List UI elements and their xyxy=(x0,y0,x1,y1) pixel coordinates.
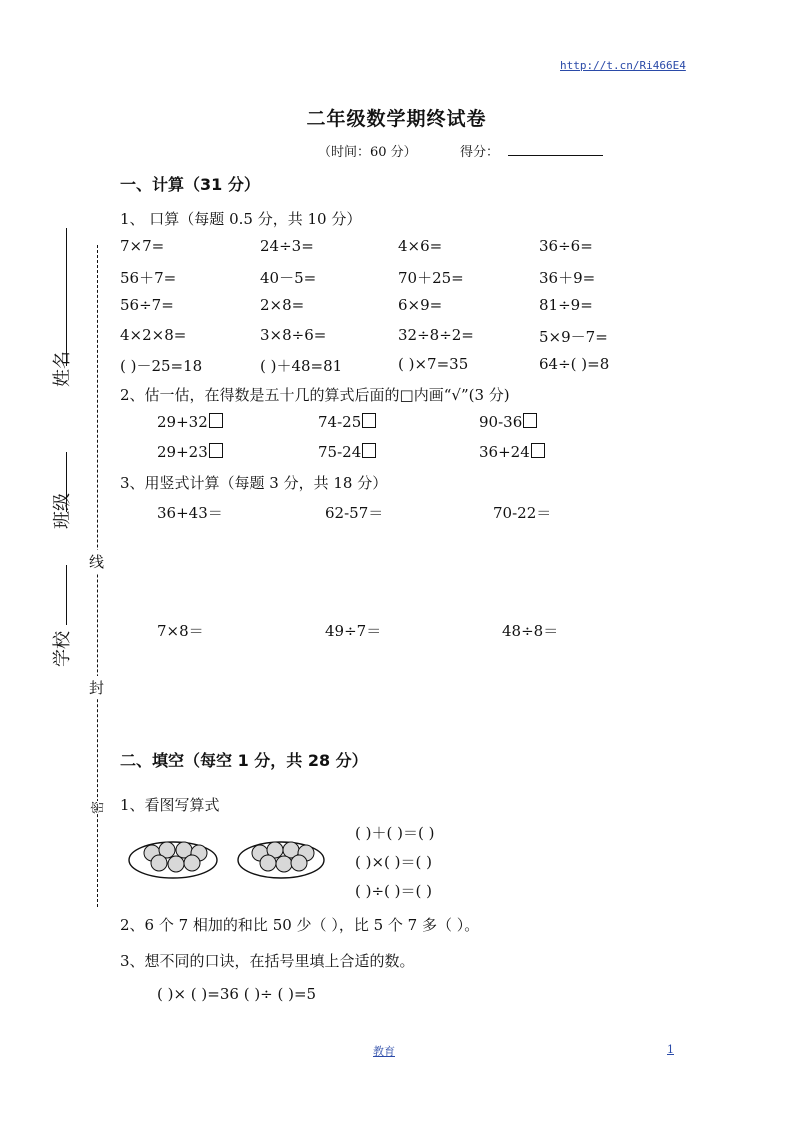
secret-label: 密 xyxy=(85,801,108,814)
mental-math-item: ( )－25=18 xyxy=(120,357,203,375)
section1-title: 一、计算（31 分） xyxy=(120,175,260,194)
vertical-calc-item: 48÷8＝ xyxy=(502,622,559,640)
s2-q2: 2、6 个 7 相加的和比 50 少（ ），比 5 个 7 多（ ）。 xyxy=(120,916,480,934)
q2-title: 2、估一估，在得数是五十几的算式后面的□内画“√”(3 分) xyxy=(120,386,510,404)
estimate-item xyxy=(479,413,537,431)
score-blank[interactable] xyxy=(508,155,603,156)
picture-equation: ( )＋( )＝( ) xyxy=(355,824,435,842)
s2-q3-blanks: ( )× ( )=36 ( )÷ ( )=5 xyxy=(157,985,317,1003)
plate-right xyxy=(238,842,324,878)
mental-math-item: 32÷8÷2= xyxy=(398,326,474,344)
page-number: 1 xyxy=(667,1043,674,1056)
estimate-expression: 29+32 xyxy=(157,413,208,431)
exam-time: （时间：60 分） xyxy=(318,145,417,160)
mental-math-item: 5×9－7= xyxy=(539,328,608,346)
vertical-calc-item: 62-57＝ xyxy=(325,504,384,522)
picture-equation: ( )×( )＝( ) xyxy=(355,853,432,871)
mental-math-item: 2×8= xyxy=(260,296,305,314)
class-label: 班级 xyxy=(52,493,73,529)
vertical-calc-item: 49÷7＝ xyxy=(325,622,382,640)
mental-math-item: 70＋25= xyxy=(398,269,464,287)
mental-math-item: ( )×7=35 xyxy=(398,355,469,373)
estimate-expression: 36+24 xyxy=(479,443,530,461)
estimate-expression: 29+23 xyxy=(157,443,208,461)
estimate-item xyxy=(157,443,223,461)
section2-title: 二、填空（每空 1 分，共 28 分） xyxy=(120,751,368,770)
estimate-expression: 90-36 xyxy=(479,413,523,431)
s2-q1-title: 1、看图写算式 xyxy=(120,796,220,814)
check-box[interactable] xyxy=(523,413,537,428)
check-box[interactable] xyxy=(209,443,223,458)
mental-math-item: 81÷9= xyxy=(539,296,593,314)
check-box[interactable] xyxy=(362,413,376,428)
mental-math-item: 4×6= xyxy=(398,237,443,255)
mental-math-item: 4×2×8= xyxy=(120,326,187,344)
estimate-item xyxy=(318,443,376,461)
name-label: 姓名 xyxy=(52,351,73,387)
vertical-calc-item: 7×8＝ xyxy=(157,622,204,640)
mental-math-item: 56＋7= xyxy=(120,269,177,287)
mental-math-item: 24÷3= xyxy=(260,237,314,255)
mental-math-item: 7×7= xyxy=(120,237,165,255)
mental-math-item: 40－5= xyxy=(260,269,317,287)
mental-math-item: 36÷6= xyxy=(539,237,593,255)
plate-left xyxy=(129,842,217,878)
school-label: 学校 xyxy=(52,631,73,667)
footer-label[interactable]: 教育 xyxy=(373,1045,395,1058)
check-box[interactable] xyxy=(531,443,545,458)
school-blank-line xyxy=(66,565,67,625)
picture-equation: ( )÷( )＝( ) xyxy=(355,882,432,900)
mental-math-item: 3×8÷6= xyxy=(260,326,327,344)
estimate-item xyxy=(157,413,223,431)
q3-title: 3、用竖式计算（每题 3 分，共 18 分） xyxy=(120,474,388,492)
header-link[interactable]: http://t.cn/Ri466E4 xyxy=(560,59,686,72)
name-blank-line xyxy=(66,228,67,366)
s2-q3-title: 3、想不同的口诀，在括号里填上合适的数。 xyxy=(120,952,415,970)
score-label: 得分： xyxy=(460,145,500,160)
mental-math-item: 6×9= xyxy=(398,296,443,314)
estimate-item xyxy=(479,443,545,461)
mental-math-item: 36＋9= xyxy=(539,269,596,287)
mental-math-item: ( )＋48=81 xyxy=(260,357,343,375)
estimate-item xyxy=(318,413,376,431)
q1-title: 1、 口算（每题 0.5 分，共 10 分） xyxy=(120,210,362,228)
mental-math-item: 56÷7= xyxy=(120,296,174,314)
plates-illustration xyxy=(128,836,328,886)
check-box[interactable] xyxy=(209,413,223,428)
vertical-calc-item: 70-22＝ xyxy=(493,504,552,522)
mental-math-item: 64÷( )=8 xyxy=(539,355,610,373)
line-label: 线 xyxy=(89,550,104,573)
vertical-calc-item: 36+43＝ xyxy=(157,504,223,522)
seal-label: 封 xyxy=(89,676,104,699)
exam-title: 二年级数学期终试卷 xyxy=(306,108,487,130)
estimate-expression: 75-24 xyxy=(318,443,362,461)
check-box[interactable] xyxy=(362,443,376,458)
estimate-expression: 74-25 xyxy=(318,413,362,431)
